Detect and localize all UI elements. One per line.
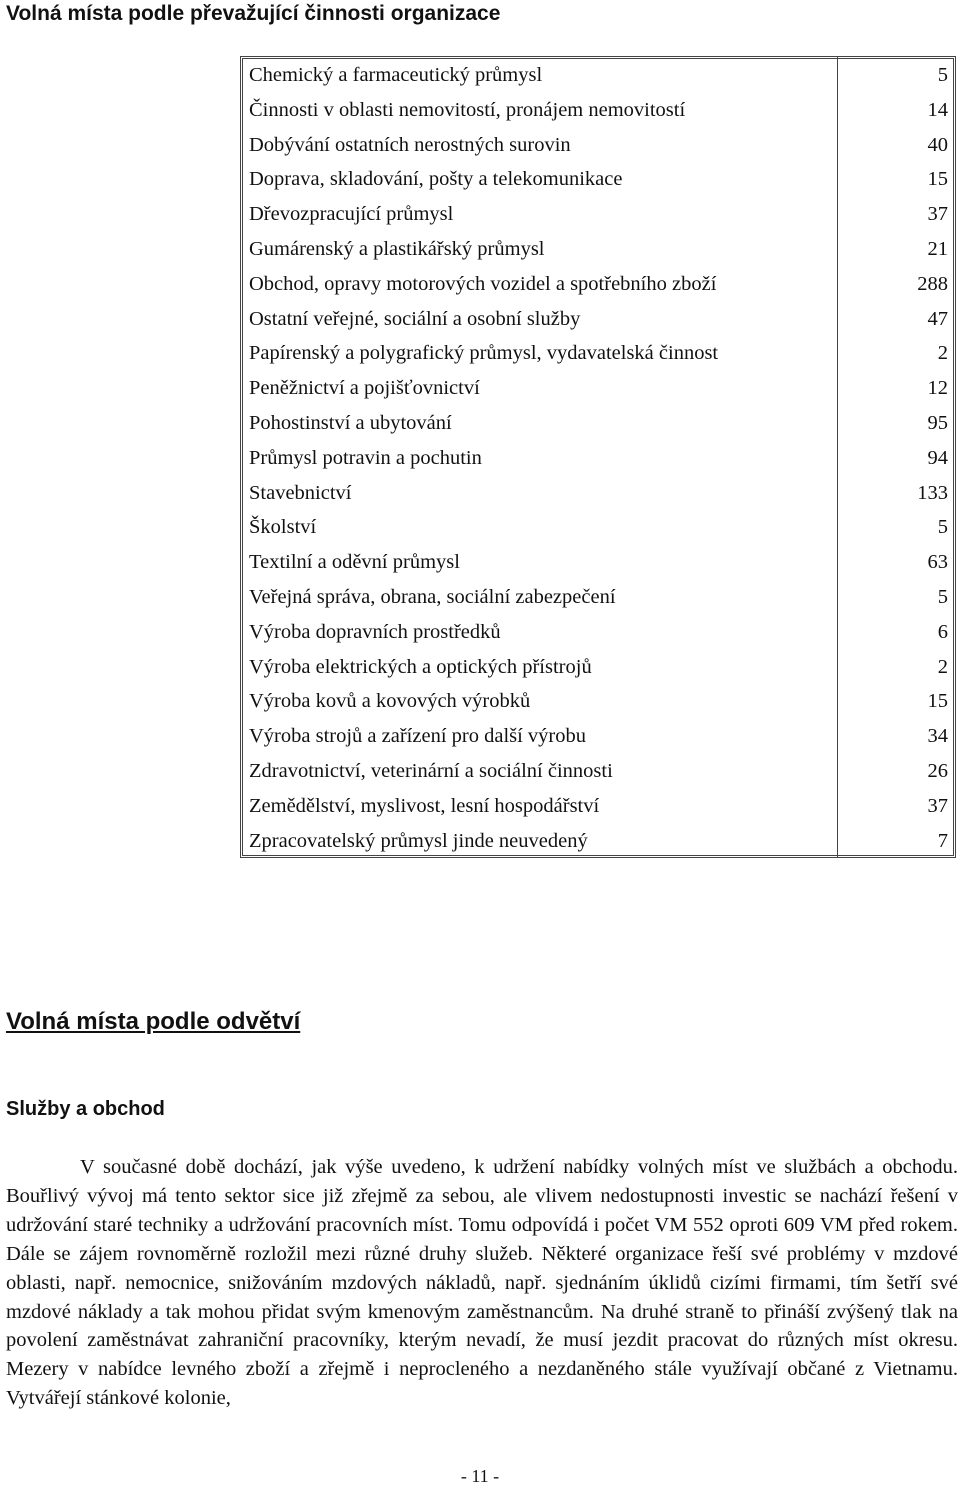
vacancy-count: 15 xyxy=(927,168,948,191)
vacancy-count: 94 xyxy=(927,446,948,469)
activity-name: Dobývání ostatních nerostných surovin xyxy=(249,133,571,156)
activity-name: Činnosti v oblasti nemovitostí, pronájem nemovitostí xyxy=(249,98,686,121)
activity-name: Textilní a oděvní průmysl xyxy=(249,551,460,574)
table-row xyxy=(249,545,948,580)
activity-name: Veřejná správa, obrana, sociální zabezpečení xyxy=(249,585,616,608)
table-row xyxy=(249,650,948,685)
activity-name: Obchod, opravy motorových vozidel a spotřebního zboží xyxy=(249,272,717,295)
table-row xyxy=(249,267,948,302)
table-row xyxy=(249,719,948,754)
services-paragraph: V současné době dochází, jak výše uvedeno, k udržení nabídky volných míst ve službách a obchodu. Bouřlivý vývoj má tento sektor sice již zřejmě za sebou, ale vlivem nedostupnosti investic se nachází řešení v udržování staré techniky a udržování pracovních míst. Tomu odpovídá i počet VM 552 oproti 609 VM před rokem. Dále se zájem rovnoměrně rozložil mezi různé druhy služeb. Některé organizace řeší své problémy v mzdové oblasti, např. nemocnice, snižováním mzdových nákladů, např. sjednáním úklidů cizími firmami, tím šetří své mzdové náklady a tak mohou přidat svým kmenovým zaměstnancům. Na druhé straně to přináší zvýšený tlak na povolení zaměstnávat zahraniční pracovníky, kterým nevadí, že musí jezdit pracovat do různých míst okresu. Mezery v nabídce levného zboží a zřejmě i neprocleného a nezdaněného stále využívají občané z Vietnamu. Vytvářejí stánkové kolonie, xyxy=(6,1156,958,1410)
activity-name: Peněžnictví a pojišťovnictví xyxy=(249,377,480,400)
table-row xyxy=(249,754,948,789)
vacancy-count: 2 xyxy=(937,655,948,678)
vacancy-count: 12 xyxy=(927,377,948,400)
table-row xyxy=(249,197,948,232)
vacancy-count: 7 xyxy=(937,829,948,852)
activity-name: Zdravotnictví, veterinární a sociální činnosti xyxy=(249,759,613,782)
vacancy-count: 47 xyxy=(927,307,948,330)
table-row xyxy=(249,824,948,859)
activity-name: Průmysl potravin a pochutin xyxy=(249,446,482,469)
activity-name: Pohostinství a ubytování xyxy=(249,411,452,434)
vacancy-count: 21 xyxy=(927,237,948,260)
table-row xyxy=(249,371,948,406)
activity-name: Výroba dopravních prostředků xyxy=(249,620,501,643)
table-row xyxy=(249,789,948,824)
activity-name: Stavebnictví xyxy=(249,481,352,504)
vacancy-count: 6 xyxy=(937,620,948,643)
table-row xyxy=(249,232,948,267)
activity-name: Chemický a farmaceutický průmysl xyxy=(249,64,543,86)
table-row xyxy=(249,406,948,441)
table-row xyxy=(249,476,948,511)
vacancy-count: 2 xyxy=(937,342,948,365)
table-row xyxy=(249,162,948,197)
section-title-activity: Volná místa podle převažující činnosti organizace xyxy=(6,2,501,25)
activity-name: Výroba elektrických a optických přístrojů xyxy=(249,655,592,678)
table-row xyxy=(249,58,948,93)
vacancy-count: 288 xyxy=(917,272,948,295)
table-row xyxy=(249,684,948,719)
vacancies-table-rows xyxy=(249,58,948,858)
activity-name: Zemědělství, myslivost, lesní hospodářství xyxy=(249,794,600,817)
vacancy-count: 34 xyxy=(927,725,948,748)
activity-name: Školství xyxy=(249,516,317,539)
vacancy-count: 14 xyxy=(927,98,948,121)
section-title-branch: Volná místa podle odvětví xyxy=(6,1008,301,1035)
activity-name: Výroba strojů a zařízení pro další výrobu xyxy=(249,725,587,748)
vacancy-count: 5 xyxy=(937,64,948,86)
activity-name: Ostatní veřejné, sociální a osobní služby xyxy=(249,307,581,330)
vacancy-count: 15 xyxy=(927,690,948,713)
table-row xyxy=(249,580,948,615)
vacancy-count: 95 xyxy=(927,411,948,434)
table-row xyxy=(249,441,948,476)
vacancy-count: 63 xyxy=(927,551,948,574)
activity-name: Dřevozpracující průmysl xyxy=(249,203,454,226)
table-row xyxy=(249,615,948,650)
table-row xyxy=(249,128,948,163)
table-row xyxy=(249,510,948,545)
vacancy-count: 26 xyxy=(927,759,948,782)
vacancy-count: 37 xyxy=(927,203,948,226)
subsection-title-services: Služby a obchod xyxy=(6,1098,165,1120)
table-row xyxy=(249,302,948,337)
activity-name: Papírenský a polygrafický průmysl, vydavatelská činnost xyxy=(249,342,719,365)
vacancy-count: 5 xyxy=(937,585,948,608)
vacancy-count: 40 xyxy=(927,133,948,156)
table-row xyxy=(249,93,948,128)
activity-name: Doprava, skladování, pošty a telekomunikace xyxy=(249,168,623,191)
activity-name: Gumárenský a plastikářský průmysl xyxy=(249,237,545,260)
activity-name: Výroba kovů a kovových výrobků xyxy=(249,690,531,713)
vacancy-count: 5 xyxy=(937,516,948,539)
table-row xyxy=(249,336,948,371)
vacancy-count: 133 xyxy=(917,481,948,504)
activity-name: Zpracovatelský průmysl jinde neuvedený xyxy=(249,829,588,852)
page-number: - 11 - xyxy=(460,1466,500,1486)
vacancy-count: 37 xyxy=(927,794,948,817)
